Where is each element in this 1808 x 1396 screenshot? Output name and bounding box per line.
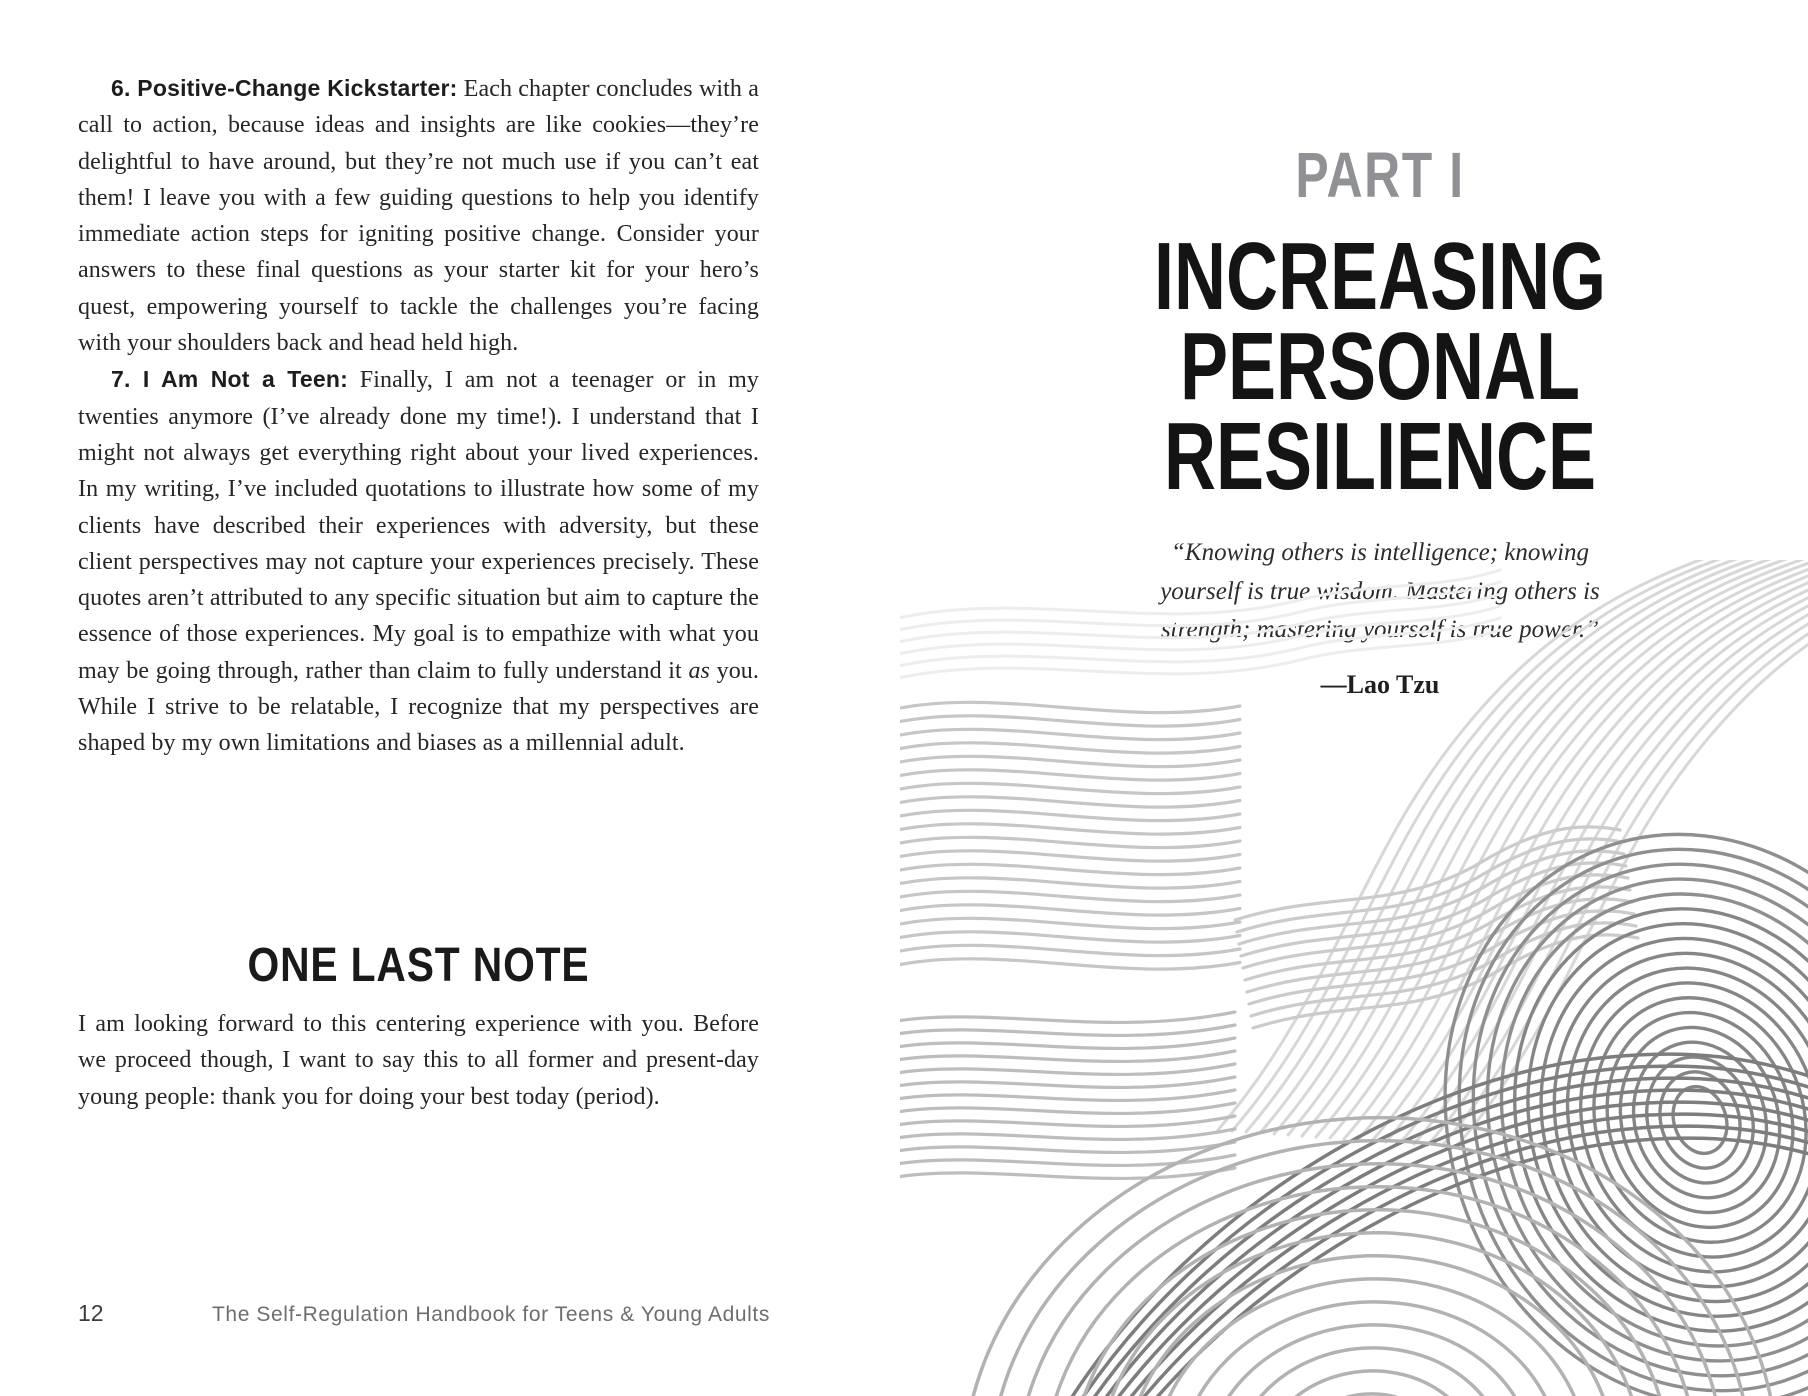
part-title-line-1: INCREASING: [1153, 223, 1607, 330]
quote-line-3: strength; mastering yourself is true power.”: [1161, 616, 1599, 643]
paragraph-6-text: Each chapter concludes with a call to action, because ideas and insights are like cookies—they’re delightful to have around, but they’re not much use if you can’t eat them! I leave you with a few guiding questions to help you identify immediate action steps for igniting positive change. Consider your answers to these final questions as your starter kit for your hero’s quest, empowering yourself to tackle the challenges you’re facing with your shoulders back and head held high.: [78, 76, 759, 357]
part-title-line-2: PERSONAL: [1179, 313, 1581, 420]
quote-attribution: —Lao Tzu: [1320, 670, 1440, 699]
paragraph-7-italic-word: as: [688, 657, 710, 684]
closing-paragraph: I am looking forward to this centering experience with you. Before we proceed though, I want to say this to all former and present-day young people: thank you for doing your best today (period).: [78, 1011, 759, 1110]
paragraph-6: [78, 70, 759, 361]
quote-line-2: yourself is true wisdom. Mastering others is: [1160, 577, 1600, 605]
paragraph-7-lead: 7. I Am Not a Teen:: [111, 366, 348, 393]
page-footer: [0, 1298, 900, 1338]
left-text-column: [78, 70, 759, 762]
part-title-line-3: RESILIENCE: [1163, 403, 1597, 510]
paragraph-7-text-a: Finally, I am not a teenager or in my twenties anymore (I’ve already done my time!). I understand that I might not always get everything right about your lived experiences. In my writing, I’ve included quotations to illustrate how some of my clients have described their experiences with adversity, but these client perspectives may not capture your experiences precisely. These quotes aren’t attributed to any specific situation but aim to capture the essence of those experiences. My goal is to empathize with what you may be going through, rather than claim to fully understand it: [78, 367, 759, 684]
section-heading-one-last-note: ONE LAST NOTE: [247, 939, 590, 992]
running-title: The Self-Regulation Handbook for Teens & Young Adults: [212, 1303, 770, 1326]
part-title: [1110, 223, 1650, 510]
paragraph-7: [78, 361, 759, 761]
paragraph-6-lead: 6. Positive-Change Kickstarter:: [111, 75, 458, 101]
wave-pattern-art: [900, 560, 1808, 1396]
quote-line-1: “Knowing others is intelligence; knowing: [1170, 539, 1590, 566]
part-label: PART I: [1295, 139, 1465, 211]
paragraph-7-text-b: you. While I strive to be relatable, I recognize that my perspectives are shaped by my own limitations and biases as a millennial adult.: [78, 657, 759, 757]
page-number: 12: [78, 1300, 104, 1326]
